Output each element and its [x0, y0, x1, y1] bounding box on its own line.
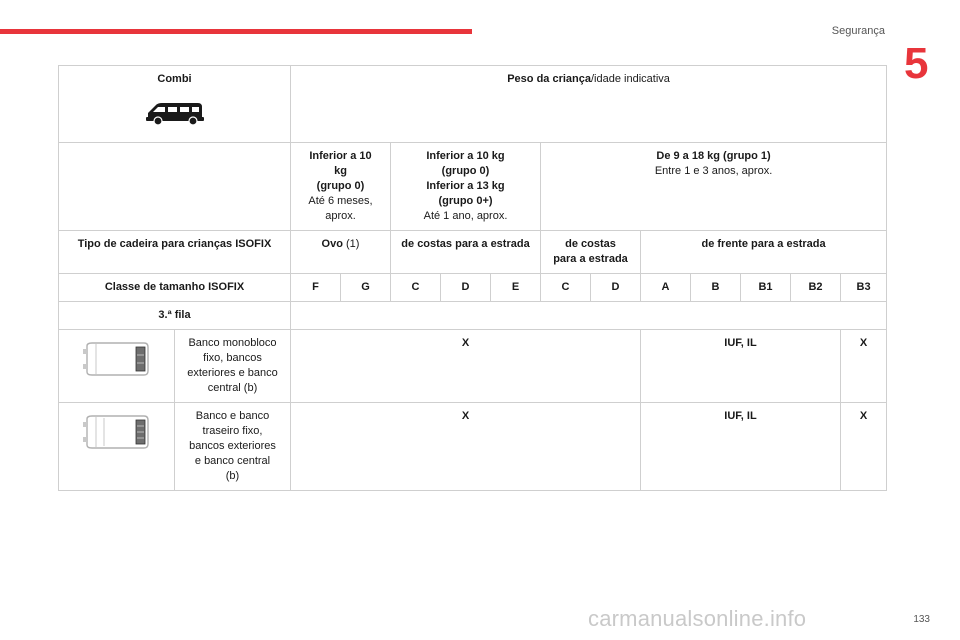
- seat-description: [175, 403, 291, 491]
- value-b3: X: [841, 403, 887, 491]
- chapter-number: 5: [904, 39, 929, 88]
- group-0plus-line: (grupo 0): [441, 165, 490, 177]
- section-title: Segurança: [831, 25, 885, 37]
- seat-description-line: (b): [225, 470, 240, 482]
- size-class-cell: B3: [841, 274, 887, 302]
- group-1-line: Entre 1 e 3 anos, aprox.: [654, 165, 773, 177]
- group-0plus-line: (grupo 0+): [438, 195, 493, 207]
- seat-description-line: Banco monobloco: [188, 337, 277, 349]
- group-0-line: Inferior a 10: [309, 150, 372, 162]
- size-class-cell: E: [491, 274, 541, 302]
- value-forward-facing: IUF, IL: [641, 330, 841, 403]
- size-class-cell: F: [291, 274, 341, 302]
- seat-description-line: Banco e banco: [195, 410, 270, 422]
- seat-type-label: Tipo de cadeira para crianças ISOFIX: [59, 231, 291, 274]
- seat-description-line: bancos exteriores: [189, 440, 276, 452]
- seat-layout-cell: [59, 330, 175, 403]
- size-class-cell: D: [441, 274, 491, 302]
- seat-description-line: fixo, bancos: [203, 352, 262, 364]
- ovo-note: (1): [346, 238, 360, 250]
- seat-description-line: traseiro fixo,: [202, 425, 263, 437]
- group-0plus-line: Inferior a 10 kg: [426, 150, 505, 162]
- header-accent-bar: [0, 29, 472, 34]
- weight-header-rest: /idade indicativa: [591, 73, 670, 85]
- group-0-line: (grupo 0): [316, 180, 365, 192]
- seat-layout-cell: [59, 403, 175, 491]
- seat-description-line: e banco central: [194, 455, 271, 467]
- row-label-empty: [291, 302, 887, 330]
- seat-layout-icon: [82, 340, 152, 378]
- group-0plus-line: Até 1 ano, aprox.: [423, 210, 508, 222]
- vehicle-name: Combi: [157, 73, 192, 85]
- group-0-line: Até 6 meses,: [308, 195, 373, 207]
- row-label: 3.ª fila: [59, 302, 291, 330]
- size-class-cell: C: [541, 274, 591, 302]
- group-0plus-cell: [391, 143, 541, 231]
- size-class-cell: B1: [741, 274, 791, 302]
- group-1-cell: [541, 143, 887, 231]
- size-class-cell: C: [391, 274, 441, 302]
- value-forward-facing: IUF, IL: [641, 403, 841, 491]
- rear-facing-line: de costas: [565, 238, 616, 250]
- size-class-cell: B: [691, 274, 741, 302]
- rear-facing-label: de costas para a estrada: [391, 231, 541, 274]
- seat-description: [175, 330, 291, 403]
- group-0-cell: [291, 143, 391, 231]
- weight-header-bold: Peso da criança: [507, 73, 591, 85]
- seat-description-line: central (b): [207, 382, 258, 394]
- van-icon: [144, 99, 206, 127]
- size-class-label: Classe de tamanho ISOFIX: [59, 274, 291, 302]
- vehicle-cell: [59, 66, 291, 143]
- group-0-line: kg: [334, 165, 347, 177]
- value-b3: X: [841, 330, 887, 403]
- group-empty-cell: [59, 143, 291, 231]
- size-class-cell: D: [591, 274, 641, 302]
- watermark: carmanualsonline.info: [588, 606, 807, 631]
- page-number: 133: [913, 614, 930, 625]
- seat-description-line: exteriores e banco: [187, 367, 278, 379]
- group-1-line: De 9 a 18 kg (grupo 1): [656, 150, 771, 162]
- size-class-cell: B2: [791, 274, 841, 302]
- ovo-cell: [291, 231, 391, 274]
- ovo-label: Ovo: [321, 238, 343, 250]
- weight-header: [291, 66, 887, 143]
- size-class-cell: A: [641, 274, 691, 302]
- value-rear-facing: X: [291, 403, 641, 491]
- value-rear-facing: X: [291, 330, 641, 403]
- seat-layout-icon: [82, 413, 152, 451]
- group-0-line: aprox.: [325, 210, 356, 222]
- rear-facing-line: para a estrada: [553, 253, 628, 265]
- isofix-table: [58, 65, 887, 491]
- rear-facing-label-2: [541, 231, 641, 274]
- size-class-cell: G: [341, 274, 391, 302]
- forward-facing-label: de frente para a estrada: [641, 231, 887, 274]
- group-0plus-line: Inferior a 13 kg: [426, 180, 505, 192]
